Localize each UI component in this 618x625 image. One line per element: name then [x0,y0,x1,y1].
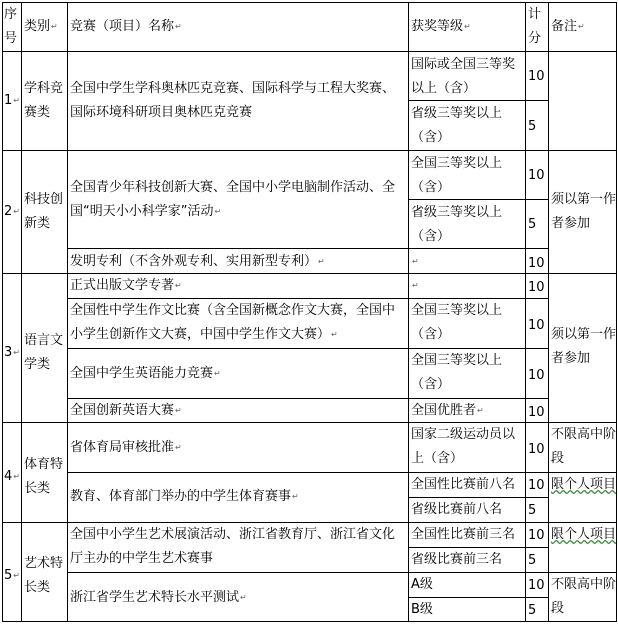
group3-award-1: ↵ [412,281,419,290]
grid-line [2,2,616,3]
group1-competition: 全国中学生学科奥林匹克竞赛、国际科学与工程大奖赛、国际环境科研项目奥林匹克竞赛 [70,81,396,120]
grid-line [2,150,616,151]
group5-no: 5↵ [4,568,20,583]
group5-award-4: B级 [411,602,433,617]
header-category: 类别↵ [24,19,58,34]
grid-line [67,472,616,473]
group4-category: 体育特长类 [24,457,64,496]
group2-remark: 须以第一作者参加 [551,192,616,231]
group5-competition-1: 全国中小学生艺术展演活动、浙江省教育厅、浙江省文化厅主办的中学生艺术赛事 [70,527,396,566]
group1-points-1: 10 [528,69,545,84]
group3-category: 语言文学类 [24,333,64,372]
group3-points-2: 10 [528,318,545,333]
grid-line [548,2,549,622]
group2-no: 2↵ [4,204,20,219]
group2-award-1: 全国三等奖以上（含） [411,156,503,195]
group4-no: 4↵ [4,469,20,484]
group4-competition-1: 省体育局审核批准↵ [70,440,182,455]
group3-points-3: 10 [528,368,545,383]
group2-competition-2: 发明专利（不含外观专利、实用新型专利）↵ [70,254,325,269]
group3-competition-4: 全国创新英语大赛↵ [70,403,182,418]
group5-competition-2: 浙江省学生艺术特长水平测试↵ [70,590,247,605]
group5-points-3: 10 [528,578,545,593]
group3-points-1: 10 [528,280,545,295]
group5-remark-2: 不限高中阶段 [551,577,616,616]
group3-points-4: 10 [528,405,545,420]
group1-points-2: 5 [528,119,537,134]
group4-points-1: 10 [528,442,545,457]
group1-category: 学科竞赛类 [24,81,64,120]
group4-points-2: 10 [528,478,545,493]
group1-no: 1↵ [4,93,20,108]
group1-award-1: 国际或全国三等奖以上（含） [411,57,516,96]
grid-line [21,2,22,622]
grid-line [2,51,616,52]
group3-award-3: 全国三等奖以上（含） [411,353,503,392]
group5-points-2: 5 [528,553,537,568]
group4-remark-2: 限个人项目 [551,477,616,492]
group5-category: 艺术特长类 [24,556,64,595]
header-remark: 备注↵ [551,19,585,34]
grid-line [525,2,526,622]
header-no: 序号 [4,7,18,46]
group2-points-1: 10 [528,168,545,183]
group4-competition-2: 教育、体育部门举办的中学生体育赛事↵ [70,489,299,504]
group2-points-3: 10 [528,256,545,271]
group3-competition-1: 正式出版文学专著↵ [70,278,182,293]
group1-award-2: 省级三等奖以上（含） [411,106,503,145]
group3-award-4: 全国优胜者↵ [411,403,484,418]
group2-category: 科技创新类 [24,192,64,231]
group2-competition-1: 全国青少年科技创新大赛、全国中小学电脑制作活动、全国“明天小小科学家”活动↵ [70,180,396,219]
group4-award-3: 省级比赛前八名 [411,502,503,517]
group4-award-2: 全国性比赛前八名 [411,477,516,492]
group5-points-4: 5 [528,603,537,618]
group5-award-3: A级 [411,577,433,592]
group5-points-1: 10 [528,528,545,543]
group3-competition-2: 全国性中学生作文比赛（含全国新概念作文大赛，全国中小学生创新作文大赛，中国中学生作文大赛）↵ [70,303,396,342]
group5-award-2: 省级比赛前三名 [411,552,503,567]
group4-points-3: 5 [528,503,537,518]
group2-award-2: 省级三等奖以上（含） [411,205,503,244]
grid-line [616,2,617,622]
group5-remark-1: 限个人项目 [551,527,616,542]
group2-points-2: 5 [528,217,537,232]
grid-line [67,2,68,622]
header-award: 获奖等级↵ [411,19,471,34]
group3-competition-3: 全国中学生英语能力竞赛↵ [70,366,221,381]
group4-remark-1: 不限高中阶段 [551,427,616,466]
group2-award-3: ↵ [412,257,419,266]
grid-line [408,2,409,622]
group3-award-2: 全国三等奖以上（含） [411,303,503,342]
group3-remark: 须以第一作者参加 [551,327,616,366]
header-competition: 竞赛（项目）名称↵ [70,19,182,34]
group4-award-1: 国家二级运动员以上（含） [411,427,516,466]
header-points: 计分 [528,7,542,46]
group5-award-1: 全国性比赛前三名 [411,527,516,542]
group3-no: 3↵ [4,345,20,360]
